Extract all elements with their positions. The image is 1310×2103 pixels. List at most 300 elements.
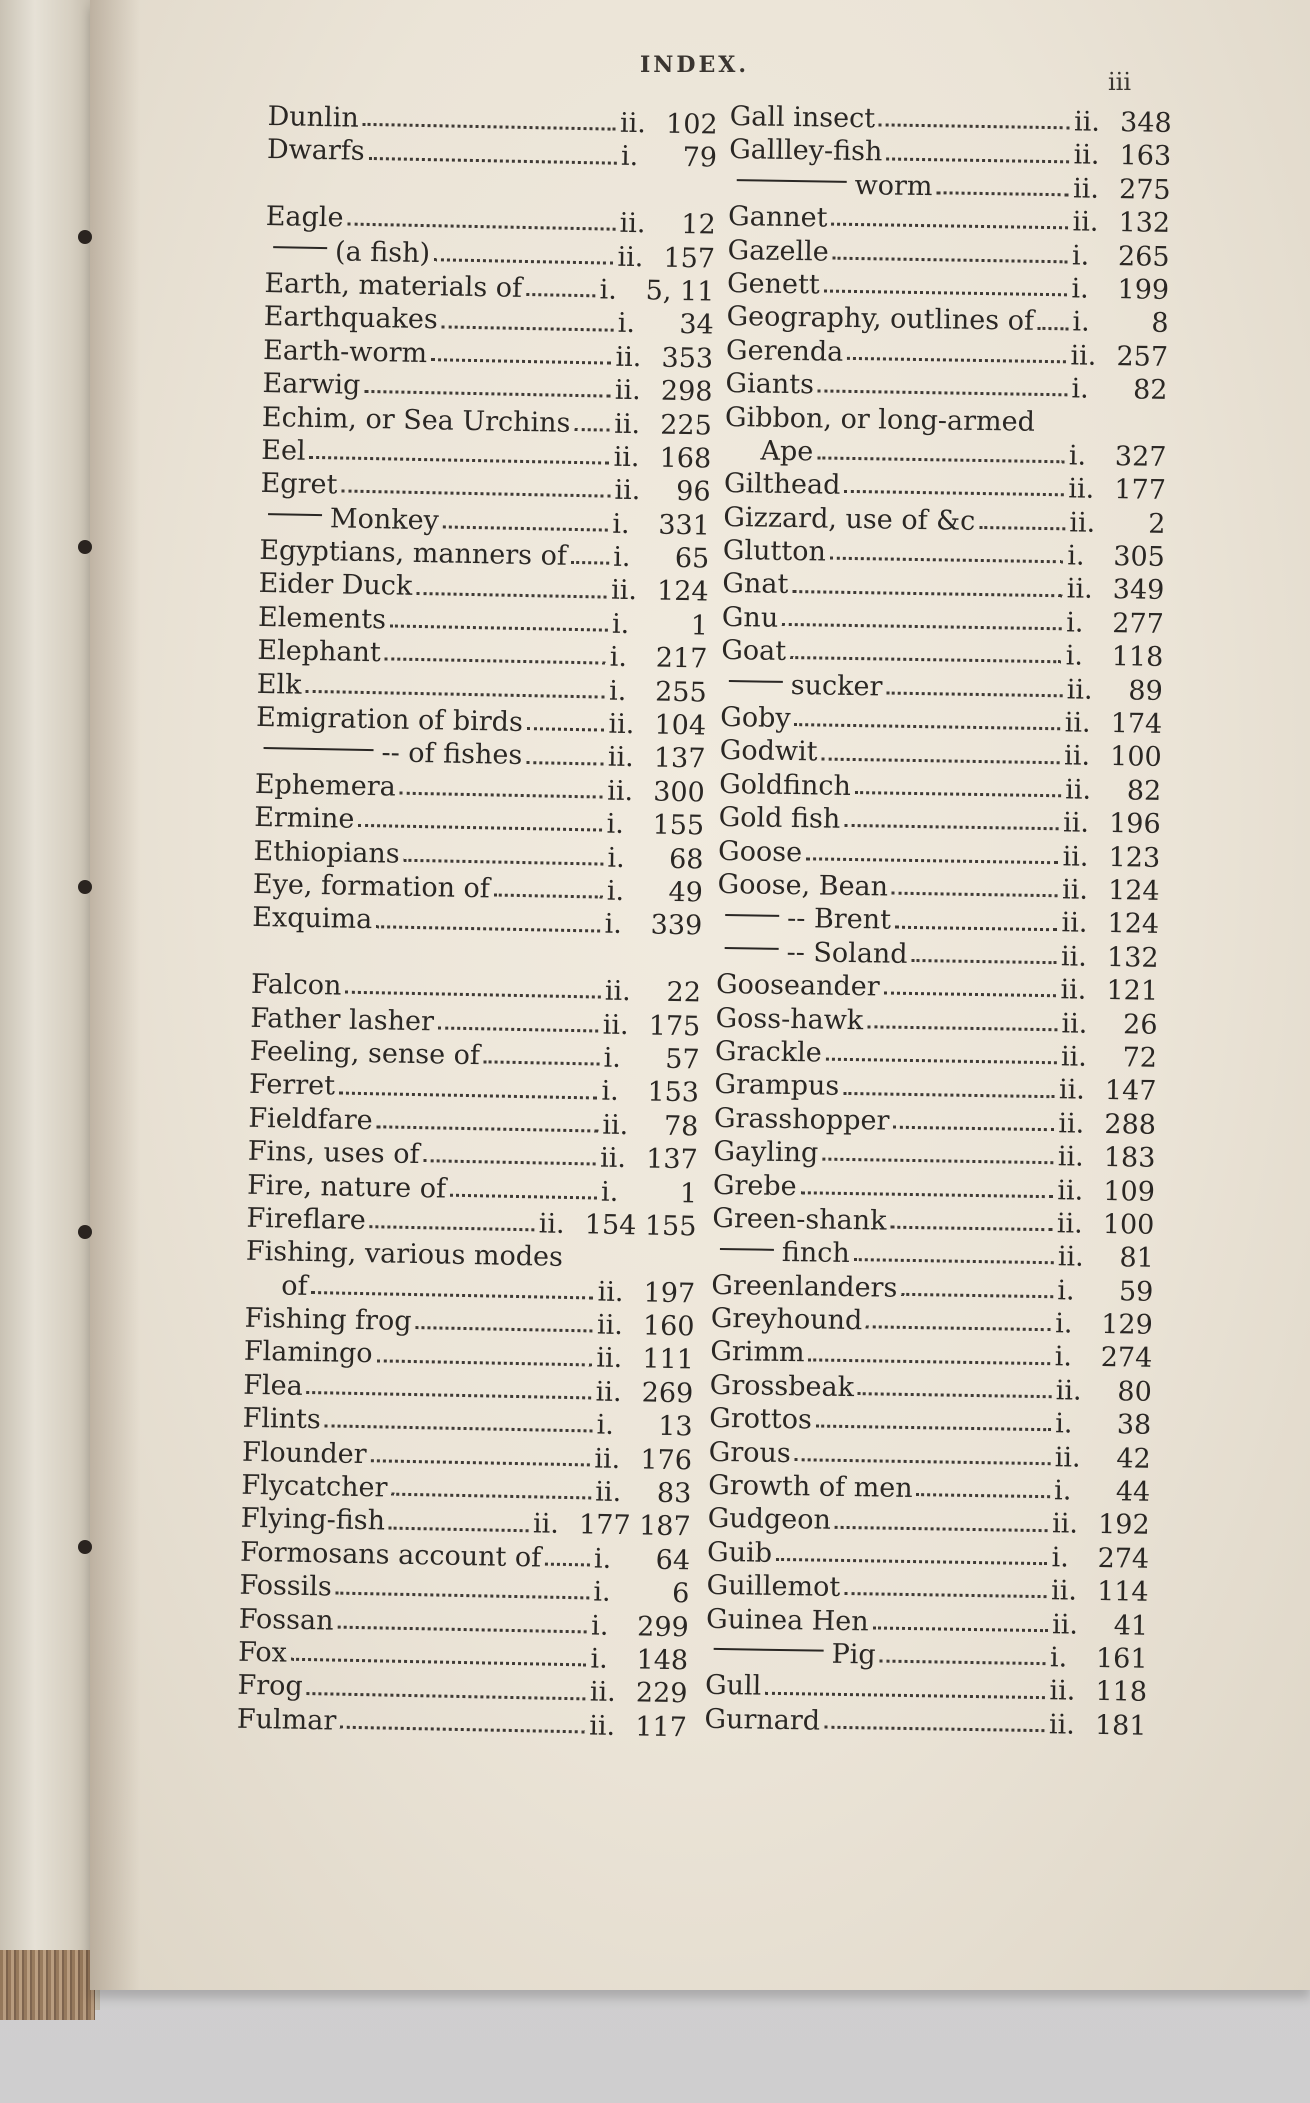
dot-leader — [817, 457, 1065, 464]
page-ref: 274 — [1100, 1342, 1153, 1375]
index-term-text: Falcon — [250, 968, 342, 1002]
running-header: INDEX. — [640, 52, 749, 78]
index-term-text: Exquima — [252, 902, 373, 936]
page-ref: 153 — [647, 1076, 700, 1109]
index-term — [240, 1502, 385, 1538]
dot-leader — [390, 624, 608, 631]
index-term — [708, 1435, 790, 1470]
volume-ref: ii. — [596, 1309, 624, 1342]
dot-leader — [415, 1326, 593, 1332]
dot-leader — [574, 428, 610, 432]
volume-ref: i. — [608, 675, 627, 707]
dot-leader — [336, 1592, 590, 1600]
dot-leader — [545, 1563, 590, 1567]
page-gutter-shadow — [90, 0, 140, 1990]
dot-leader — [340, 1726, 585, 1734]
ditto-dash — [273, 246, 327, 249]
dot-leader — [806, 857, 1059, 864]
volume-ref: i. — [617, 308, 636, 340]
volume-ref: ii. — [1054, 1441, 1081, 1474]
dot-leader — [844, 1592, 1047, 1598]
dot-leader — [370, 1459, 590, 1466]
volume-ref: ii. — [604, 975, 632, 1008]
page-ref: 59 — [1118, 1275, 1154, 1308]
page-ref: 82 — [1132, 374, 1168, 407]
volume-ref: ii. — [614, 475, 641, 507]
page-ref: 121 — [1106, 975, 1159, 1007]
page-ref: 331 — [658, 509, 711, 542]
dot-leader — [792, 590, 1063, 597]
dot-leader — [917, 1493, 1051, 1498]
index-term-text: Fulmar — [236, 1703, 337, 1737]
volume-ref: ii. — [1072, 173, 1100, 205]
index-term-text: Guinea Hen — [705, 1603, 869, 1637]
volume-ref: ii. — [606, 775, 634, 807]
volume-ref: ii. — [596, 1342, 623, 1375]
page-ref: 34 — [679, 309, 715, 341]
volume-ref: ii. — [1060, 1041, 1088, 1073]
index-term-text: Grebe — [712, 1169, 797, 1202]
index-term — [719, 768, 851, 803]
page-ref: 161 — [1095, 1642, 1148, 1675]
index-term — [262, 400, 571, 439]
index-term-text: Fishing frog — [244, 1302, 412, 1338]
dot-leader — [795, 1458, 1051, 1465]
index-term — [254, 801, 355, 836]
index-term — [265, 200, 343, 235]
dot-leader — [391, 1493, 591, 1500]
index-column-right — [704, 100, 1172, 1743]
page-ref: 353 — [661, 342, 714, 375]
index-term-text: Goldfinch — [719, 768, 852, 802]
dot-leader — [901, 1293, 1053, 1298]
page-ref: 155 — [652, 809, 705, 842]
page-ref: 217 — [655, 642, 708, 675]
dot-leader — [450, 1193, 597, 1199]
index-term-text: Guib — [706, 1536, 773, 1569]
volume-ref: ii. — [1069, 507, 1096, 539]
index-term — [264, 300, 439, 337]
page-ref: 288 — [1104, 1108, 1157, 1141]
index-term-text: Gibbon, or long-armed — [724, 401, 1036, 438]
page-ref: 104 — [654, 709, 707, 742]
index-term-text: Gurnard — [704, 1703, 821, 1737]
volume-ref: ii. — [1051, 1508, 1079, 1541]
volume-ref: i. — [596, 1409, 615, 1442]
index-term-text: -- of fishes — [381, 737, 523, 772]
index-term-text: of — [280, 1270, 308, 1302]
index-term-text: Gazelle — [727, 234, 829, 268]
dot-leader — [345, 991, 601, 999]
dot-leader — [369, 157, 617, 165]
volume-ref: ii. — [1058, 1074, 1086, 1107]
volume-ref: ii. — [1057, 1141, 1084, 1173]
dot-leader — [824, 290, 1068, 297]
ditto-dash — [720, 1248, 774, 1251]
page-ref: 157 — [663, 242, 716, 275]
dot-leader — [325, 1425, 593, 1433]
index-term — [722, 567, 788, 601]
volume-ref: ii. — [1073, 106, 1101, 138]
dot-leader — [844, 490, 1064, 496]
index-term — [253, 834, 400, 870]
index-term-text: Elk — [256, 668, 302, 701]
index-term — [709, 1402, 812, 1437]
index-term-text: Gizzard, use of &c — [723, 501, 976, 537]
index-term — [704, 1703, 820, 1738]
page-ref: 274 — [1097, 1542, 1150, 1575]
page-ref: 132 — [1118, 207, 1171, 240]
dot-leader — [438, 1026, 599, 1032]
page-ref: 1 — [690, 610, 709, 642]
volume-ref: i. — [603, 1042, 622, 1074]
index-term — [238, 1636, 287, 1670]
dot-leader — [824, 1726, 1045, 1732]
index-term — [244, 1335, 373, 1371]
index-term — [727, 234, 829, 269]
frayed-spine-binding — [0, 1950, 95, 2020]
dot-leader — [1038, 326, 1069, 329]
index-term-text: Gannet — [727, 201, 828, 234]
index-term — [714, 1102, 890, 1138]
index-term-text: Greenlanders — [711, 1269, 898, 1304]
dot-leader — [370, 1225, 535, 1231]
volume-ref: i. — [1057, 1274, 1075, 1307]
dot-leader — [376, 1359, 592, 1366]
page-ref: 269 — [641, 1377, 694, 1410]
index-term — [729, 100, 875, 136]
volume-ref: ii. — [617, 241, 644, 273]
index-term — [257, 634, 381, 670]
page-ref: 305 — [1113, 541, 1166, 573]
index-term-text: Gallley-fish — [728, 134, 883, 168]
volume-ref: i. — [1067, 540, 1085, 572]
page-ref: 83 — [656, 1477, 692, 1510]
dot-leader — [311, 1291, 593, 1299]
dot-leader — [782, 623, 1062, 630]
index-term-text: Earth, materials of — [264, 267, 523, 304]
index-term-text: Gall insect — [729, 100, 876, 135]
page-ref: 80 — [1117, 1376, 1152, 1408]
volume-ref: i. — [604, 908, 623, 941]
volume-ref: ii. — [613, 441, 640, 474]
index-term-text: Gold fish — [718, 802, 841, 836]
dot-leader — [867, 1025, 1057, 1031]
index-term-text: Elephant — [257, 635, 382, 669]
page-ref: 65 — [674, 542, 710, 575]
volume-ref: i. — [1055, 1408, 1073, 1440]
index-term — [239, 1569, 332, 1604]
index-term-text: Flying-fish — [240, 1503, 386, 1537]
index-term — [706, 1602, 869, 1638]
volume-ref: ii. — [1061, 1007, 1088, 1040]
index-term-text: Formosans account of — [239, 1536, 542, 1574]
page-ref: 225 — [659, 409, 713, 442]
dot-leader — [835, 1525, 1048, 1531]
dot-leader — [893, 1126, 1054, 1132]
page-ref: 192 — [1097, 1509, 1150, 1542]
ditto-dash — [725, 947, 779, 950]
index-term — [242, 1435, 367, 1471]
index-term — [710, 1369, 855, 1405]
volume-ref: ii. — [1073, 139, 1100, 172]
page-ref: 197 — [643, 1277, 696, 1310]
index-term — [725, 400, 1035, 438]
index-term-text: Pig — [831, 1638, 876, 1671]
volume-ref: ii. — [1057, 1174, 1084, 1207]
index-term — [262, 367, 360, 402]
index-term-text: Egret — [260, 468, 338, 501]
page-ref: 89 — [1128, 674, 1164, 707]
dot-leader — [936, 191, 1069, 196]
page-ref: 265 — [1117, 240, 1170, 273]
index-term — [728, 167, 932, 204]
dot-leader — [821, 757, 1060, 764]
volume-ref: ii. — [595, 1376, 622, 1408]
page-ref: 13 — [657, 1410, 693, 1443]
dot-leader — [442, 325, 614, 331]
index-term — [256, 701, 523, 740]
ditto-dash — [714, 1648, 824, 1652]
volume-ref: ii. — [1064, 707, 1091, 739]
volume-ref: ii. — [1061, 874, 1089, 906]
index-term-text: Growth of men — [707, 1469, 913, 1505]
dot-leader — [526, 761, 604, 765]
index-term-text: Dwarfs — [266, 134, 365, 168]
index-term — [247, 1168, 446, 1205]
ditto-dash — [264, 747, 374, 751]
dot-leader — [389, 1526, 529, 1532]
index-term-text: Ephemera — [254, 768, 397, 803]
dot-leader — [892, 892, 1058, 898]
index-entry — [723, 534, 1165, 574]
index-term — [251, 968, 342, 1003]
dot-leader — [527, 727, 605, 731]
page-ref: 257 — [1116, 340, 1169, 373]
page-number: iii — [1108, 68, 1132, 96]
index-term-text: Father lasher — [250, 1002, 435, 1037]
index-entry — [707, 1502, 1149, 1542]
volume-ref: i. — [590, 1643, 609, 1675]
volume-ref: ii. — [1066, 573, 1093, 606]
page-ref: 137 — [653, 742, 706, 775]
dot-leader — [377, 1125, 599, 1132]
page-ref: 299 — [636, 1610, 690, 1643]
index-term-text: Fireflare — [246, 1202, 367, 1236]
dot-leader — [880, 1660, 1046, 1666]
page-ref: 2 — [1147, 508, 1166, 540]
volume-ref: ii. — [615, 341, 642, 373]
index-term-text: Elements — [257, 601, 387, 636]
index-term-text: Fins, uses of — [247, 1135, 420, 1171]
page-ref: 160 — [642, 1310, 695, 1343]
index-term — [716, 968, 880, 1004]
index-term-text: Gnu — [721, 601, 779, 634]
binding-stitch — [78, 230, 92, 244]
page-ref: 22 — [666, 976, 702, 1009]
index-term-text: Monkey — [329, 502, 440, 537]
dot-leader — [765, 1691, 1045, 1698]
index-term-text: Earwig — [262, 368, 361, 401]
dot-leader — [855, 791, 1061, 797]
dot-leader — [858, 1392, 1052, 1398]
index-term — [261, 434, 306, 468]
index-term-text: Dunlin — [267, 100, 360, 134]
index-term — [724, 467, 841, 502]
volume-ref: ii. — [1070, 340, 1097, 372]
volume-ref: ii. — [608, 708, 635, 741]
index-term — [710, 1335, 805, 1370]
index-term — [720, 701, 791, 736]
dot-leader — [830, 557, 1064, 564]
index-term — [722, 601, 779, 635]
index-term-text: Fossils — [239, 1569, 333, 1603]
dot-leader — [801, 1191, 1054, 1198]
dot-leader — [307, 1692, 586, 1700]
index-term-text: Earthquakes — [263, 301, 439, 336]
volume-ref: i. — [1051, 1542, 1070, 1574]
volume-ref: ii. — [597, 1276, 624, 1308]
index-term-text: Ape — [760, 435, 814, 468]
index-term — [716, 935, 908, 971]
index-term-text: Glutton — [722, 535, 827, 568]
page-ref: 176 — [640, 1444, 693, 1477]
book-spine-edge — [0, 0, 100, 2010]
index-term-text: finch — [781, 1237, 851, 1270]
page-ref: 277 — [1112, 607, 1165, 640]
dot-leader — [847, 357, 1066, 363]
dot-leader — [400, 792, 604, 799]
page-ref: 64 — [655, 1544, 691, 1577]
dot-leader — [337, 1625, 587, 1633]
page-ref: 57 — [665, 1043, 700, 1076]
index-term — [718, 801, 840, 836]
index-term — [245, 1268, 308, 1303]
index-term-text: Goose — [717, 835, 803, 868]
volume-ref: ii. — [1066, 674, 1093, 706]
index-term-text: Gudgeon — [707, 1503, 832, 1537]
ditto-dash — [737, 179, 847, 183]
index-term — [715, 1001, 863, 1037]
index-term-text: Goat — [721, 635, 787, 668]
index-term-text: Eider Duck — [258, 568, 413, 603]
volume-ref: ii. — [614, 374, 642, 407]
volume-ref: i. — [612, 541, 631, 574]
page-ref: 123 — [1108, 841, 1161, 874]
page-ref: 68 — [668, 843, 704, 876]
index-term-text: Grampus — [714, 1069, 840, 1103]
page-ref: 229 — [635, 1677, 688, 1710]
index-term — [249, 1035, 480, 1073]
page-ref: 124 — [1107, 908, 1160, 941]
index-term — [255, 734, 522, 773]
dot-leader — [571, 561, 609, 565]
volume-ref: ii. — [1050, 1575, 1078, 1607]
volume-ref: i. — [1071, 273, 1089, 305]
page-ref: 163 — [1119, 140, 1172, 173]
volume-ref: ii. — [1072, 206, 1099, 238]
dot-leader — [816, 1425, 1051, 1432]
index-term — [264, 267, 522, 305]
page-ref: 81 — [1119, 1242, 1155, 1275]
volume-ref: ii. — [1056, 1208, 1083, 1240]
volume-ref: ii. — [1062, 840, 1089, 873]
dot-leader — [404, 859, 604, 866]
page-ref: 44 — [1115, 1476, 1151, 1508]
volume-ref: i. — [611, 608, 630, 640]
dot-leader — [364, 390, 611, 398]
dot-leader — [339, 1091, 598, 1099]
page-ref: 181 — [1094, 1709, 1147, 1742]
volume-ref: i. — [593, 1543, 612, 1575]
index-term — [707, 1536, 772, 1570]
volume-ref: i. — [606, 875, 625, 907]
index-term — [705, 1669, 762, 1703]
volume-ref: i. — [1066, 607, 1084, 639]
volume-ref: ii. — [619, 207, 646, 240]
volume-ref: i. — [609, 641, 628, 674]
volume-ref: i. — [1065, 640, 1084, 672]
index-term-text: Fox — [237, 1636, 288, 1669]
dot-leader — [307, 1391, 592, 1399]
volume-ref: ii. — [1064, 774, 1092, 806]
index-term-text: Fossan — [238, 1603, 334, 1637]
index-term-text: Ermine — [253, 802, 355, 835]
index-term-text: Flea — [243, 1369, 304, 1402]
index-term — [726, 300, 1034, 338]
dot-leader — [423, 1159, 596, 1165]
index-term — [250, 1001, 434, 1038]
index-entry — [705, 1636, 1147, 1676]
index-term-text: Eye, formation of — [252, 868, 491, 905]
page-ref: 339 — [650, 909, 703, 942]
dot-leader — [376, 925, 601, 932]
index-term-text: Earth-worm — [262, 334, 428, 369]
page-ref: 118 — [1095, 1676, 1148, 1709]
index-term — [721, 668, 883, 704]
volume-ref: ii. — [602, 1109, 629, 1141]
volume-ref: ii. — [538, 1208, 565, 1240]
volume-ref: i. — [620, 141, 639, 173]
index-term — [256, 668, 301, 702]
dot-leader — [884, 992, 1057, 998]
index-term-text: Grous — [708, 1436, 791, 1469]
ditto-dash — [268, 513, 322, 516]
volume-ref: ii. — [599, 1142, 627, 1175]
page-ref: 124 — [656, 576, 709, 609]
dot-leader — [776, 1558, 1048, 1565]
index-term-text: -- Brent — [786, 903, 892, 937]
page-ref: 129 — [1101, 1309, 1154, 1341]
index-term — [241, 1469, 388, 1505]
page-ref: 41 — [1113, 1609, 1149, 1642]
volume-ref: i. — [1072, 306, 1091, 339]
index-term — [729, 133, 883, 169]
index-term-text: Flamingo — [243, 1336, 373, 1370]
volume-ref: i. — [1071, 373, 1089, 405]
volume-ref: i. — [607, 842, 626, 874]
page-ref: 255 — [654, 676, 708, 709]
index-term — [260, 467, 337, 502]
volume-ref: ii. — [1060, 974, 1087, 1006]
volume-ref: i. — [1068, 440, 1087, 472]
page-ref: 147 — [1104, 1075, 1157, 1108]
page-ref: 118 — [1111, 641, 1164, 674]
page-ref: 42 — [1116, 1442, 1151, 1475]
index-term — [720, 734, 818, 769]
dot-leader — [890, 1226, 1052, 1232]
page-ref: 100 — [1102, 1208, 1155, 1241]
